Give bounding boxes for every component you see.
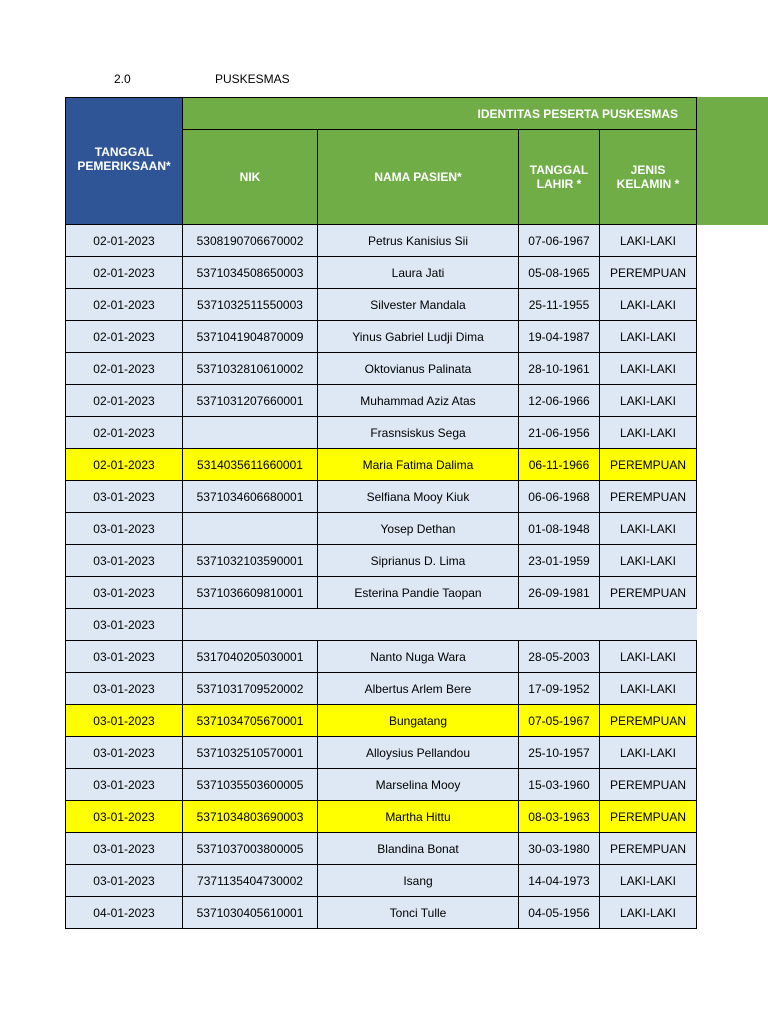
cell-nik: 5371032511550003 bbox=[183, 289, 318, 321]
cell-tanggal-pemeriksaan: 03-01-2023 bbox=[65, 769, 183, 801]
cell-jenis-kelamin: LAKI-LAKI bbox=[600, 897, 697, 929]
table-row bbox=[65, 769, 697, 801]
table-row bbox=[65, 225, 697, 257]
cell-nama-pasien: Martha Hittu bbox=[318, 801, 519, 833]
cell-nik: 5317040205030001 bbox=[183, 641, 318, 673]
header-tanggal-pemeriksaan: TANGGAL PEMERIKSAAN* bbox=[65, 97, 183, 225]
cell-tanggal-lahir: 15-03-1960 bbox=[519, 769, 600, 801]
cell-nama-pasien: Yinus Gabriel Ludji Dima bbox=[318, 321, 519, 353]
cell-tanggal-pemeriksaan: 03-01-2023 bbox=[65, 737, 183, 769]
cell-tanggal-pemeriksaan: 03-01-2023 bbox=[65, 513, 183, 545]
cell-tanggal-pemeriksaan: 03-01-2023 bbox=[65, 481, 183, 513]
cell-tanggal-pemeriksaan: 02-01-2023 bbox=[65, 321, 183, 353]
cell-nik: 5371031207660001 bbox=[183, 385, 318, 417]
cell-tanggal-lahir: 23-01-1959 bbox=[519, 545, 600, 577]
cell-tanggal-pemeriksaan: 03-01-2023 bbox=[65, 833, 183, 865]
cell-tanggal-pemeriksaan: 03-01-2023 bbox=[65, 609, 183, 641]
cell-tanggal-pemeriksaan: 03-01-2023 bbox=[65, 705, 183, 737]
cell-nama-pasien: Esterina Pandie Taopan bbox=[318, 577, 519, 609]
cell-jenis-kelamin: LAKI-LAKI bbox=[600, 225, 697, 257]
header-nama-pasien: NAMA PASIEN* bbox=[318, 129, 519, 225]
cell-nama-pasien: Marselina Mooy bbox=[318, 769, 519, 801]
cell-tanggal-lahir: 25-10-1957 bbox=[519, 737, 600, 769]
cell-jenis-kelamin: LAKI-LAKI bbox=[600, 673, 697, 705]
cell-tanggal-lahir: 17-09-1952 bbox=[519, 673, 600, 705]
cell-tanggal-pemeriksaan: 03-01-2023 bbox=[65, 801, 183, 833]
cell-tanggal-lahir: 30-03-1980 bbox=[519, 833, 600, 865]
cell-nama-pasien: Tonci Tulle bbox=[318, 897, 519, 929]
cell-tanggal-lahir: 06-06-1968 bbox=[519, 481, 600, 513]
cell-nik: 5371037003800005 bbox=[183, 833, 318, 865]
cell-jenis-kelamin: PEREMPUAN bbox=[600, 769, 697, 801]
cell-nik: 5371034803690003 bbox=[183, 801, 318, 833]
cell-tanggal-lahir: 28-10-1961 bbox=[519, 353, 600, 385]
cell-tanggal-lahir: 07-06-1967 bbox=[519, 225, 600, 257]
cell-tanggal-lahir: 19-04-1987 bbox=[519, 321, 600, 353]
cell-tanggal-lahir: 28-05-2003 bbox=[519, 641, 600, 673]
cell-nama-pasien: Siprianus D. Lima bbox=[318, 545, 519, 577]
cell-nama-pasien: Yosep Dethan bbox=[318, 513, 519, 545]
table-row bbox=[65, 609, 697, 641]
cell-jenis-kelamin: LAKI-LAKI bbox=[600, 289, 697, 321]
cell-nik: 5371041904870009 bbox=[183, 321, 318, 353]
table-row bbox=[65, 513, 697, 545]
cell-tanggal-lahir: 25-11-1955 bbox=[519, 289, 600, 321]
cell-nama-pasien: Alloysius Pellandou bbox=[318, 737, 519, 769]
cell-tanggal-lahir: 04-05-1956 bbox=[519, 897, 600, 929]
cell-tanggal-pemeriksaan: 03-01-2023 bbox=[65, 641, 183, 673]
cell-nama-pasien: Isang bbox=[318, 865, 519, 897]
cell-jenis-kelamin: LAKI-LAKI bbox=[600, 417, 697, 449]
cell-tanggal-pemeriksaan: 03-01-2023 bbox=[65, 673, 183, 705]
header-nik: NIK bbox=[183, 129, 318, 225]
table-row bbox=[65, 801, 697, 833]
cell-nama-pasien: Petrus Kanisius Sii bbox=[318, 225, 519, 257]
cell-nama-pasien: Maria Fatima Dalima bbox=[318, 449, 519, 481]
cell-tanggal-pemeriksaan: 03-01-2023 bbox=[65, 865, 183, 897]
cell-tanggal-pemeriksaan: 02-01-2023 bbox=[65, 385, 183, 417]
cell-jenis-kelamin: PEREMPUAN bbox=[600, 481, 697, 513]
cell-empty-merged bbox=[183, 609, 697, 641]
table-row bbox=[65, 321, 697, 353]
table-row bbox=[65, 705, 697, 737]
cell-tanggal-lahir: 14-04-1973 bbox=[519, 865, 600, 897]
cell-tanggal-lahir: 12-06-1966 bbox=[519, 385, 600, 417]
table-row bbox=[65, 449, 697, 481]
cell-tanggal-pemeriksaan: 04-01-2023 bbox=[65, 897, 183, 929]
table-row bbox=[65, 737, 697, 769]
cell-tanggal-pemeriksaan: 02-01-2023 bbox=[65, 289, 183, 321]
section-number: 2.0 bbox=[114, 72, 131, 86]
cell-tanggal-pemeriksaan: 03-01-2023 bbox=[65, 577, 183, 609]
cell-nik: 5371032510570001 bbox=[183, 737, 318, 769]
cell-tanggal-pemeriksaan: 02-01-2023 bbox=[65, 449, 183, 481]
header-tanggal-lahir: TANGGAL LAHIR * bbox=[519, 129, 600, 225]
cell-jenis-kelamin: LAKI-LAKI bbox=[600, 513, 697, 545]
cell-jenis-kelamin: PEREMPUAN bbox=[600, 449, 697, 481]
cell-nik: 5314035611660001 bbox=[183, 449, 318, 481]
table-row bbox=[65, 865, 697, 897]
cell-nama-pasien: Selfiana Mooy Kiuk bbox=[318, 481, 519, 513]
cell-jenis-kelamin: PEREMPUAN bbox=[600, 833, 697, 865]
cell-tanggal-lahir: 06-11-1966 bbox=[519, 449, 600, 481]
cell-nik: 5371034508650003 bbox=[183, 257, 318, 289]
table-row bbox=[65, 577, 697, 609]
cell-nik: 5371034606680001 bbox=[183, 481, 318, 513]
cell-nik: 5308190706670002 bbox=[183, 225, 318, 257]
cell-jenis-kelamin: LAKI-LAKI bbox=[600, 641, 697, 673]
cell-nama-pasien: Silvester Mandala bbox=[318, 289, 519, 321]
cell-jenis-kelamin: LAKI-LAKI bbox=[600, 737, 697, 769]
cell-tanggal-lahir: 21-06-1956 bbox=[519, 417, 600, 449]
cell-nik: 5371032103590001 bbox=[183, 545, 318, 577]
table-row bbox=[65, 481, 697, 513]
table-row bbox=[65, 897, 697, 929]
cell-jenis-kelamin: LAKI-LAKI bbox=[600, 385, 697, 417]
cell-nik: 5371034705670001 bbox=[183, 705, 318, 737]
cell-tanggal-lahir: 08-03-1963 bbox=[519, 801, 600, 833]
table-row bbox=[65, 641, 697, 673]
cell-jenis-kelamin: LAKI-LAKI bbox=[600, 321, 697, 353]
cell-nama-pasien: Oktovianus Palinata bbox=[318, 353, 519, 385]
cell-nik: 5371031709520002 bbox=[183, 673, 318, 705]
header-identitas-peserta: IDENTITAS PESERTA PUSKESMAS bbox=[183, 97, 697, 129]
cell-tanggal-pemeriksaan: 02-01-2023 bbox=[65, 257, 183, 289]
table-row bbox=[65, 417, 697, 449]
table-row bbox=[65, 673, 697, 705]
section-title: PUSKESMAS bbox=[215, 72, 290, 86]
cell-nama-pasien: Muhammad Aziz Atas bbox=[318, 385, 519, 417]
cell-tanggal-lahir: 26-09-1981 bbox=[519, 577, 600, 609]
cell-jenis-kelamin: PEREMPUAN bbox=[600, 705, 697, 737]
cell-jenis-kelamin: LAKI-LAKI bbox=[600, 545, 697, 577]
cell-tanggal-lahir: 01-08-1948 bbox=[519, 513, 600, 545]
cell-tanggal-pemeriksaan: 02-01-2023 bbox=[65, 225, 183, 257]
cell-jenis-kelamin: PEREMPUAN bbox=[600, 801, 697, 833]
cell-jenis-kelamin: PEREMPUAN bbox=[600, 257, 697, 289]
cell-jenis-kelamin: LAKI-LAKI bbox=[600, 353, 697, 385]
cell-tanggal-lahir: 07-05-1967 bbox=[519, 705, 600, 737]
cell-nama-pasien: Blandina Bonat bbox=[318, 833, 519, 865]
cell-jenis-kelamin: PEREMPUAN bbox=[600, 577, 697, 609]
cell-nama-pasien: Bungatang bbox=[318, 705, 519, 737]
table-row bbox=[65, 257, 697, 289]
table-row bbox=[65, 545, 697, 577]
cell-nik: 5371036609810001 bbox=[183, 577, 318, 609]
cell-nik: 5371032810610002 bbox=[183, 353, 318, 385]
cell-nik: 5371035503600005 bbox=[183, 769, 318, 801]
cell-jenis-kelamin: LAKI-LAKI bbox=[600, 865, 697, 897]
table-row bbox=[65, 353, 697, 385]
table-row bbox=[65, 833, 697, 865]
cell-nik: 5371030405610001 bbox=[183, 897, 318, 929]
table-row bbox=[65, 385, 697, 417]
cell-tanggal-pemeriksaan: 03-01-2023 bbox=[65, 545, 183, 577]
table-row bbox=[65, 289, 697, 321]
cell-nama-pasien: Laura Jati bbox=[318, 257, 519, 289]
cell-nama-pasien: Nanto Nuga Wara bbox=[318, 641, 519, 673]
cell-nik bbox=[183, 417, 318, 449]
cell-tanggal-pemeriksaan: 02-01-2023 bbox=[65, 417, 183, 449]
cell-nik bbox=[183, 513, 318, 545]
cell-nama-pasien: Frasnsiskus Sega bbox=[318, 417, 519, 449]
cell-tanggal-pemeriksaan: 02-01-2023 bbox=[65, 353, 183, 385]
cell-nama-pasien: Albertus Arlem Bere bbox=[318, 673, 519, 705]
cell-nik: 7371135404730002 bbox=[183, 865, 318, 897]
header-jenis-kelamin: JENIS KELAMIN * bbox=[600, 129, 697, 225]
cell-tanggal-lahir: 05-08-1965 bbox=[519, 257, 600, 289]
